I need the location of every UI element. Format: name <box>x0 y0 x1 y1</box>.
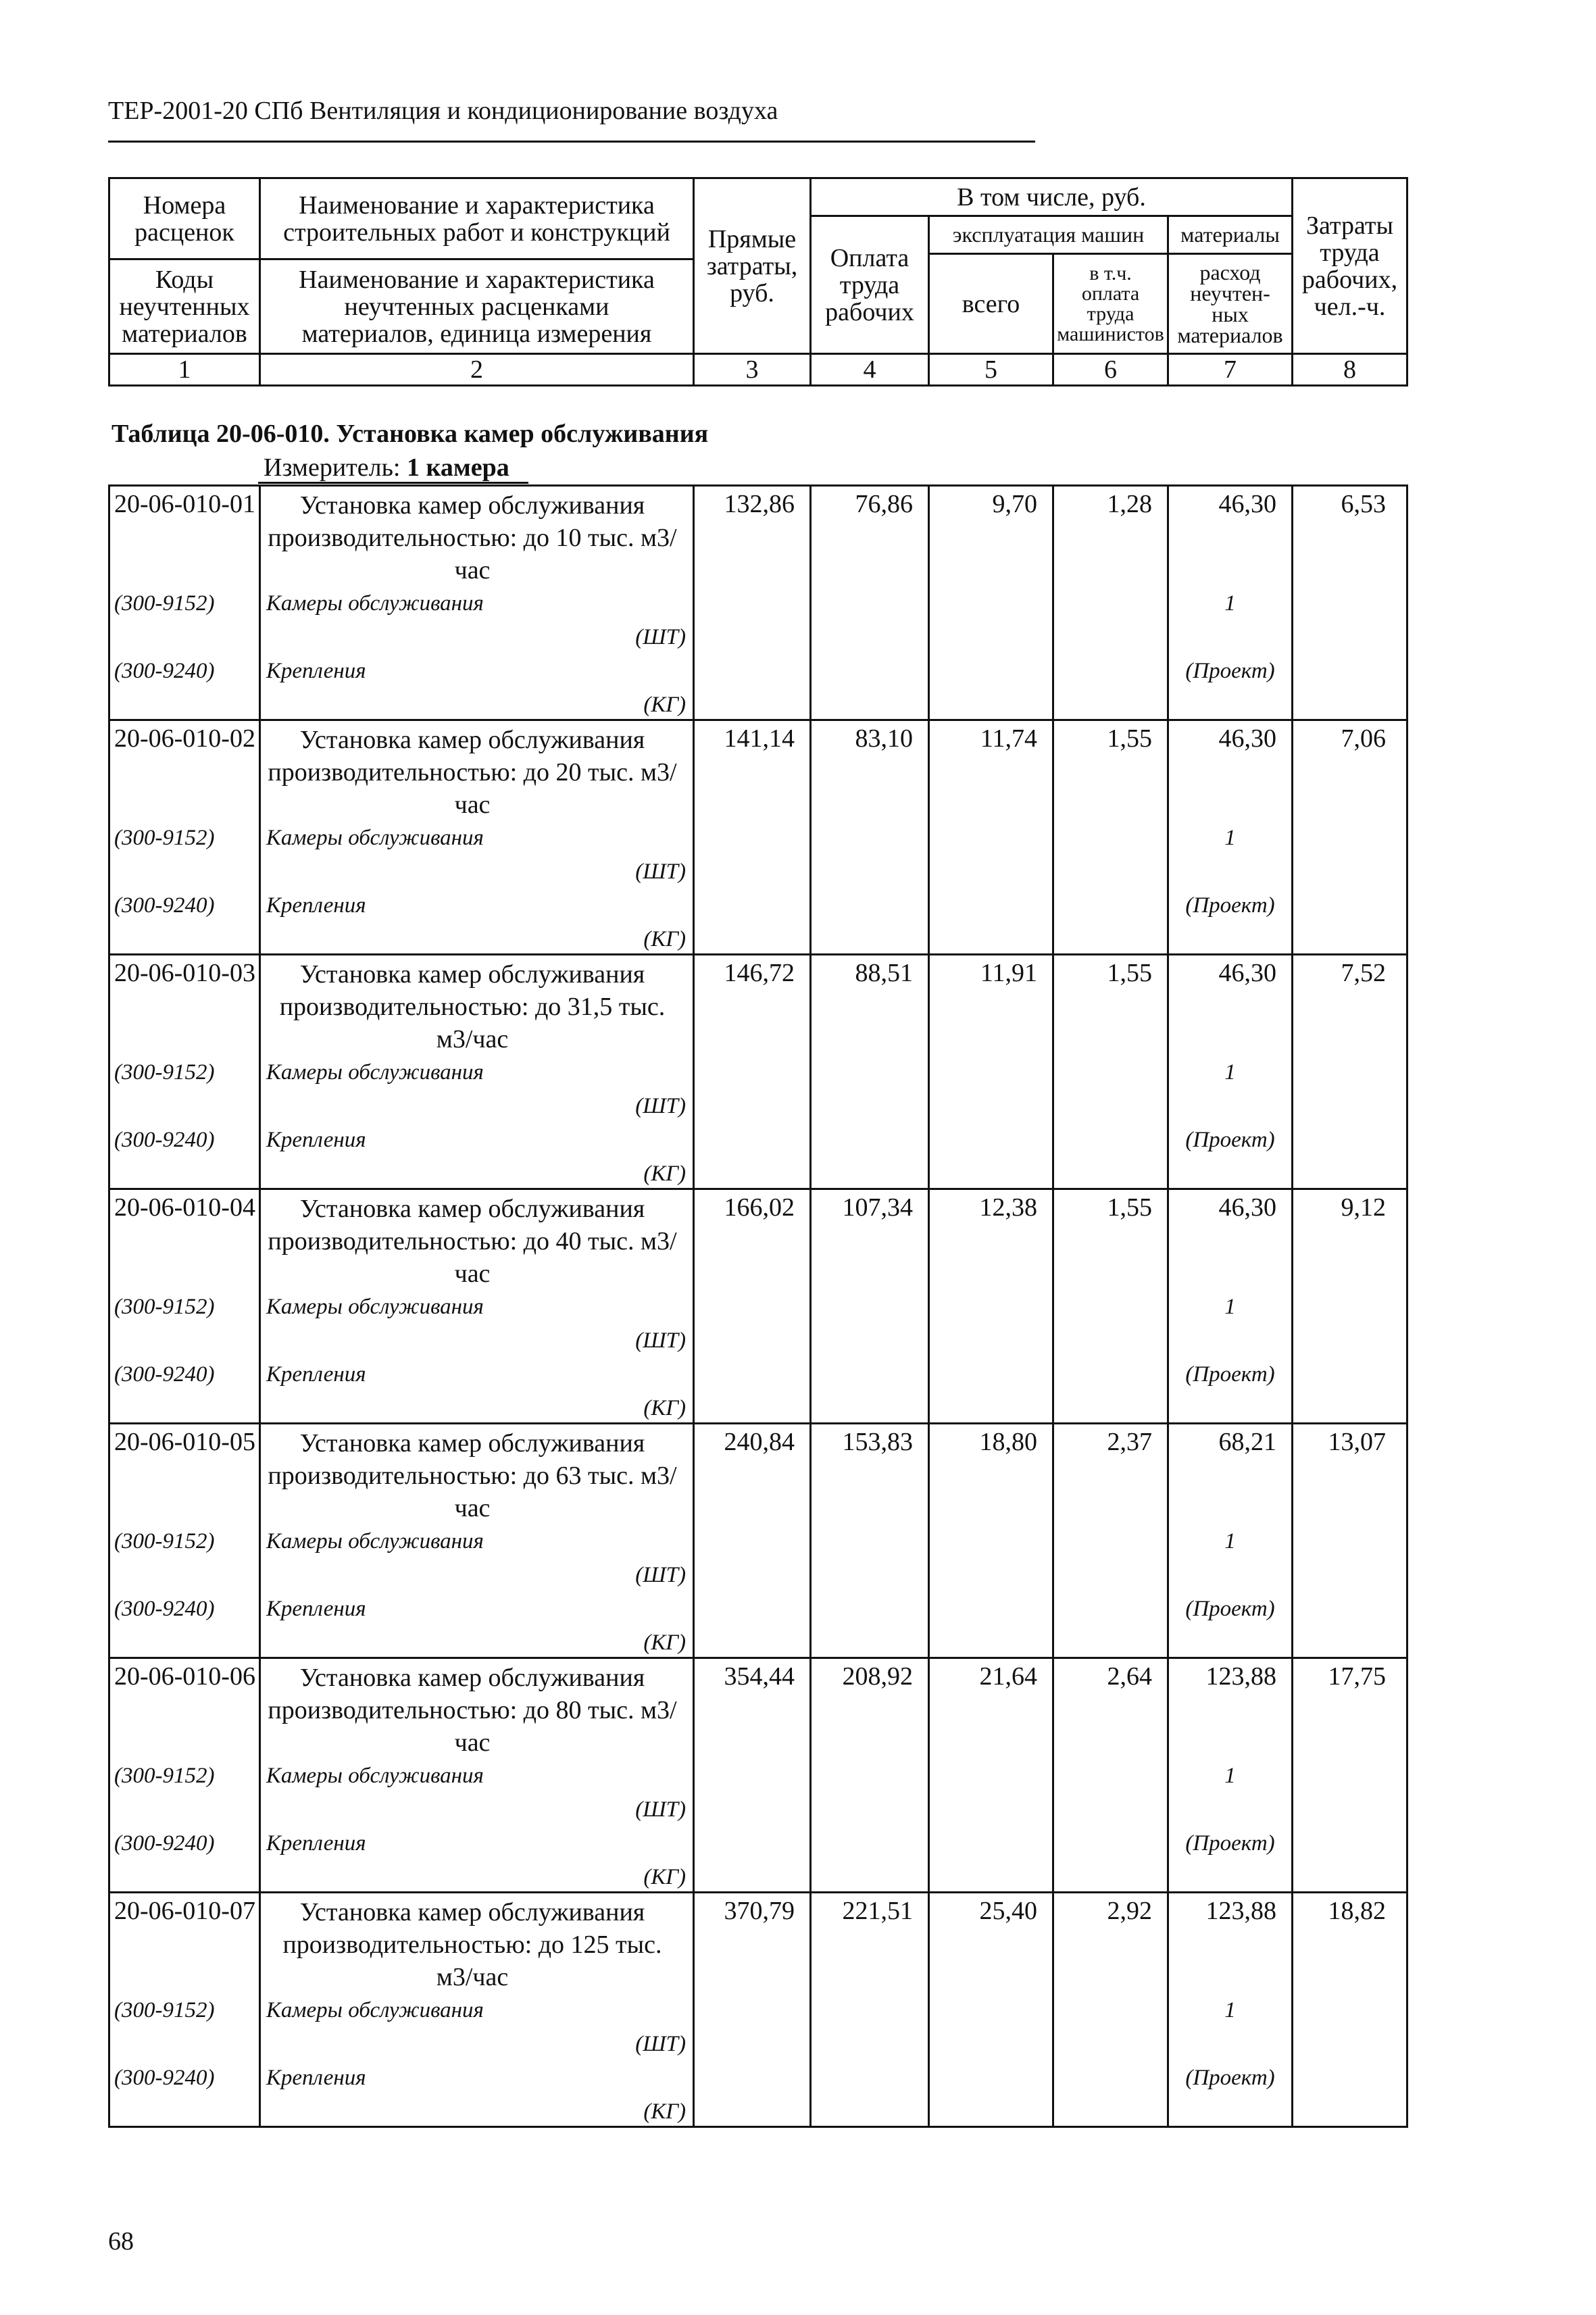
column-number: 3 <box>694 354 811 386</box>
cell-labor-hours <box>1293 1658 1407 1893</box>
material-code: (300-9152) <box>114 1998 215 2022</box>
cell-operator-pay <box>1053 1424 1168 1658</box>
material-code: (300-9152) <box>114 1764 215 1788</box>
header-cell-group: В том числе, руб. <box>811 178 1293 216</box>
value-machines-total: 11,74 <box>980 724 1037 753</box>
cell-direct-costs <box>694 720 811 955</box>
material-unit: (КГ) <box>643 927 686 951</box>
cell-unaccounted-materials <box>1168 720 1293 955</box>
cell-operator-pay <box>1053 1658 1168 1893</box>
table-row <box>109 486 1407 720</box>
cell-unaccounted-materials <box>1168 1189 1293 1424</box>
material-consumption: 1 <box>1224 1295 1236 1319</box>
material-name: Камеры обслуживания <box>266 591 484 616</box>
material-consumption: (Проект) <box>1185 1831 1275 1856</box>
material-name: Камеры обслуживания <box>266 1764 484 1788</box>
header-cell-col1-bottom: Коды неучтенных материалов <box>109 259 260 354</box>
column-header-table <box>108 177 1408 387</box>
rate-code: 20-06-010-01 <box>114 490 255 518</box>
material-unit: (КГ) <box>643 1865 686 1889</box>
rate-code: 20-06-010-04 <box>114 1193 255 1222</box>
material-name: Крепления <box>266 1597 366 1621</box>
value-operator-pay: 1,55 <box>1107 1193 1152 1222</box>
cell-labor-hours <box>1293 955 1407 1189</box>
material-code: (300-9240) <box>114 1831 215 1856</box>
header-rule <box>108 141 1035 143</box>
material-consumption: 1 <box>1224 591 1236 616</box>
value-labor-hours: 13,07 <box>1328 1428 1386 1456</box>
column-number: 5 <box>929 354 1053 386</box>
table-row <box>109 955 1407 1189</box>
material-name: Камеры обслуживания <box>266 1998 484 2022</box>
cell-machines-total <box>929 1424 1053 1658</box>
cell-worker-pay <box>811 486 929 720</box>
material-consumption: (Проект) <box>1185 893 1275 918</box>
material-unit: (ШТ) <box>635 1797 686 1822</box>
cell-description <box>260 1424 694 1658</box>
value-worker-pay: 221,51 <box>842 1897 913 1925</box>
material-unit: (КГ) <box>643 1162 686 1186</box>
header-cell-machines: эксплуатация машин <box>929 216 1168 254</box>
material-consumption: (Проект) <box>1185 1597 1275 1621</box>
header-cell-col1-top: Номера расценок <box>109 178 260 259</box>
cell-materials: 46,30 <box>1218 724 1276 753</box>
value-labor-hours: 6,53 <box>1341 490 1386 518</box>
value-labor-hours: 7,52 <box>1341 959 1386 987</box>
material-unit: (ШТ) <box>635 2032 686 2056</box>
material-consumption: (Проект) <box>1185 1362 1275 1387</box>
cell-operator-pay <box>1053 486 1168 720</box>
cell-direct-costs <box>694 486 811 720</box>
material-unit: (ШТ) <box>635 1094 686 1118</box>
cell-machines-total <box>929 1189 1053 1424</box>
value-worker-pay: 153,83 <box>842 1428 913 1456</box>
cell-worker-pay <box>811 1658 929 1893</box>
cell-machines-total <box>929 955 1053 1189</box>
table-row <box>109 1658 1407 1893</box>
rate-description: Установка камер обслуживания производительностью: до 63 тыс. м3/час <box>268 1429 677 1522</box>
cell-code <box>109 720 260 955</box>
material-code: (300-9152) <box>114 1529 215 1553</box>
material-code: (300-9152) <box>114 1060 215 1085</box>
value-labor-hours: 17,75 <box>1328 1662 1386 1691</box>
value-operator-pay: 2,37 <box>1107 1428 1152 1456</box>
value-operator-pay: 2,64 <box>1107 1662 1152 1691</box>
table-row <box>109 1189 1407 1424</box>
value-operator-pay: 1,55 <box>1107 959 1152 987</box>
cell-code <box>109 1189 260 1424</box>
cell-worker-pay <box>811 1893 929 2127</box>
value-labor-hours: 18,82 <box>1328 1897 1386 1925</box>
material-consumption: (Проект) <box>1185 659 1275 683</box>
cell-materials: 46,30 <box>1218 959 1276 987</box>
material-name: Камеры обслуживания <box>266 826 484 850</box>
header-cell-worker-pay: Оплата труда рабочих <box>811 216 929 354</box>
rate-description: Установка камер обслуживания производительностью: до 125 тыс. м3/час <box>282 1898 662 1991</box>
material-name: Камеры обслуживания <box>266 1295 484 1319</box>
cell-description <box>260 1658 694 1893</box>
value-machines-total: 21,64 <box>979 1662 1037 1691</box>
cell-unaccounted-materials <box>1168 1893 1293 2127</box>
value-direct-costs: 354,44 <box>724 1662 795 1691</box>
material-code: (300-9152) <box>114 591 215 616</box>
material-code: (300-9240) <box>114 893 215 918</box>
cell-description <box>260 955 694 1189</box>
value-operator-pay: 1,55 <box>1107 724 1152 753</box>
cell-machines-total <box>929 486 1053 720</box>
cell-labor-hours <box>1293 1189 1407 1424</box>
cell-operator-pay <box>1053 720 1168 955</box>
material-name: Камеры обслуживания <box>266 1060 484 1085</box>
rate-code: 20-06-010-06 <box>114 1662 255 1691</box>
value-direct-costs: 141,14 <box>724 724 795 753</box>
material-unit: (КГ) <box>643 2099 686 2124</box>
cell-worker-pay <box>811 1424 929 1658</box>
cell-unaccounted-materials <box>1168 1658 1293 1893</box>
material-consumption: (Проект) <box>1185 1128 1275 1152</box>
value-direct-costs: 240,84 <box>724 1428 795 1456</box>
cell-unaccounted-materials <box>1168 955 1293 1189</box>
rate-code: 20-06-010-03 <box>114 959 255 987</box>
cell-code <box>109 486 260 720</box>
material-unit: (ШТ) <box>635 625 686 649</box>
value-direct-costs: 146,72 <box>724 959 795 987</box>
value-worker-pay: 88,51 <box>855 959 913 987</box>
cell-direct-costs <box>694 1658 811 1893</box>
header-cell-col2-top: Наименование и характеристика строительных работ и конструкций <box>260 178 694 259</box>
cell-worker-pay <box>811 955 929 1189</box>
cell-labor-hours <box>1293 720 1407 955</box>
value-operator-pay: 1,28 <box>1107 490 1152 518</box>
cell-code <box>109 1424 260 1658</box>
value-labor-hours: 9,12 <box>1341 1193 1386 1222</box>
value-operator-pay: 2,92 <box>1107 1897 1152 1925</box>
cell-labor-hours <box>1293 486 1407 720</box>
rate-code: 20-06-010-02 <box>114 724 255 753</box>
cell-description <box>260 1189 694 1424</box>
table-row <box>109 1893 1407 2127</box>
material-unit: (КГ) <box>643 693 686 717</box>
material-code: (300-9152) <box>114 826 215 850</box>
rate-code: 20-06-010-07 <box>114 1897 255 1925</box>
material-unit: (КГ) <box>643 1396 686 1420</box>
cell-description <box>260 486 694 720</box>
cell-description <box>260 720 694 955</box>
meter-label: Измеритель: <box>264 453 401 482</box>
table-title: Таблица 20-06-010. Установка камер обслуживания <box>111 420 709 448</box>
material-unit: (ШТ) <box>635 1563 686 1587</box>
cell-worker-pay <box>811 720 929 955</box>
value-machines-total: 18,80 <box>979 1428 1037 1456</box>
material-consumption: 1 <box>1224 826 1236 850</box>
meter-rule <box>258 482 528 484</box>
header-cell-col2-bottom: Наименование и характеристика неучтенных расценками материалов, единица измерения <box>260 259 694 354</box>
cell-unaccounted-materials <box>1168 1424 1293 1658</box>
column-number: 7 <box>1168 354 1293 386</box>
cell-direct-costs <box>694 1893 811 2127</box>
cell-direct-costs <box>694 955 811 1189</box>
material-unit: (КГ) <box>643 1631 686 1655</box>
material-code: (300-9240) <box>114 659 215 683</box>
cell-code <box>109 955 260 1189</box>
material-name: Крепления <box>266 1362 366 1387</box>
material-name: Крепления <box>266 1831 366 1856</box>
value-worker-pay: 76,86 <box>855 490 913 518</box>
value-direct-costs: 132,86 <box>724 490 795 518</box>
table-row <box>109 1424 1407 1658</box>
cell-machines-total <box>929 1893 1053 2127</box>
column-number: 1 <box>109 354 260 386</box>
cell-operator-pay <box>1053 955 1168 1189</box>
material-name: Камеры обслуживания <box>266 1529 484 1553</box>
material-consumption: 1 <box>1224 1998 1236 2022</box>
value-worker-pay: 83,10 <box>855 724 913 753</box>
cell-operator-pay <box>1053 1893 1168 2127</box>
material-consumption: (Проект) <box>1185 2066 1275 2090</box>
running-head: ТЕР-2001-20 СПб Вентиляция и кондиционирование воздуха <box>108 97 778 125</box>
value-direct-costs: 166,02 <box>724 1193 795 1222</box>
cell-materials: 123,88 <box>1205 1897 1276 1925</box>
value-machines-total: 25,40 <box>979 1897 1037 1925</box>
rate-description: Установка камер обслуживания производительностью: до 80 тыс. м3/час <box>268 1664 677 1757</box>
material-name: Крепления <box>266 2066 366 2090</box>
value-machines-total: 12,38 <box>979 1193 1037 1222</box>
rate-description: Установка камер обслуживания производительностью: до 20 тыс. м3/час <box>268 726 677 819</box>
cell-operator-pay <box>1053 1189 1168 1424</box>
material-consumption: 1 <box>1224 1764 1236 1788</box>
material-unit: (ШТ) <box>635 860 686 884</box>
material-code: (300-9152) <box>114 1295 215 1319</box>
table-meter <box>264 453 509 482</box>
material-consumption: 1 <box>1224 1529 1236 1553</box>
material-unit: (ШТ) <box>635 1328 686 1353</box>
material-consumption: 1 <box>1224 1060 1236 1085</box>
material-code: (300-9240) <box>114 1597 215 1621</box>
cell-code <box>109 1893 260 2127</box>
cell-labor-hours <box>1293 1424 1407 1658</box>
cell-direct-costs <box>694 1424 811 1658</box>
value-direct-costs: 370,79 <box>724 1897 795 1925</box>
material-name: Крепления <box>266 659 366 683</box>
material-code: (300-9240) <box>114 1362 215 1387</box>
header-cell-labor-hours: Затраты труда рабочих, чел.-ч. <box>1293 178 1407 354</box>
cell-materials: 123,88 <box>1205 1662 1276 1691</box>
header-cell-unaccounted-materials: расход неучтен- ных материалов <box>1168 254 1293 354</box>
cell-materials: 46,30 <box>1218 1193 1276 1222</box>
header-cell-direct-costs: Прямые затраты, руб. <box>694 178 811 354</box>
header-cell-machines-total: всего <box>929 254 1053 354</box>
material-code: (300-9240) <box>114 1128 215 1152</box>
material-code: (300-9240) <box>114 2066 215 2090</box>
rates-table <box>108 484 1408 2128</box>
page-number: 68 <box>108 2227 134 2256</box>
column-number: 2 <box>260 354 694 386</box>
cell-code <box>109 1658 260 1893</box>
rates-table-body <box>109 486 1407 2127</box>
column-number: 6 <box>1053 354 1168 386</box>
cell-unaccounted-materials <box>1168 486 1293 720</box>
rate-description: Установка камер обслуживания производительностью: до 10 тыс. м3/час <box>268 491 677 584</box>
rate-code: 20-06-010-05 <box>114 1428 255 1456</box>
cell-materials: 68,21 <box>1218 1428 1276 1456</box>
rate-description: Установка камер обслуживания производительностью: до 31,5 тыс. м3/час <box>279 960 666 1053</box>
value-worker-pay: 208,92 <box>842 1662 913 1691</box>
cell-description <box>260 1893 694 2127</box>
material-name: Крепления <box>266 1128 366 1152</box>
value-worker-pay: 107,34 <box>842 1193 913 1222</box>
cell-direct-costs <box>694 1189 811 1424</box>
column-number: 8 <box>1293 354 1407 386</box>
value-labor-hours: 7,06 <box>1341 724 1386 753</box>
cell-labor-hours <box>1293 1893 1407 2127</box>
cell-machines-total <box>929 720 1053 955</box>
cell-machines-total <box>929 1658 1053 1893</box>
cell-worker-pay <box>811 1189 929 1424</box>
cell-materials: 46,30 <box>1218 490 1276 518</box>
column-number: 4 <box>811 354 929 386</box>
meter-value: 1 камера <box>407 453 509 482</box>
header-cell-operator-pay: в т.ч. оплата труда машинистов <box>1053 254 1168 354</box>
material-name: Крепления <box>266 893 366 918</box>
header-cell-materials: материалы <box>1168 216 1293 254</box>
rate-description: Установка камер обслуживания производительностью: до 40 тыс. м3/час <box>268 1195 677 1288</box>
value-machines-total: 9,70 <box>992 490 1037 518</box>
table-row <box>109 720 1407 955</box>
value-machines-total: 11,91 <box>980 959 1037 987</box>
